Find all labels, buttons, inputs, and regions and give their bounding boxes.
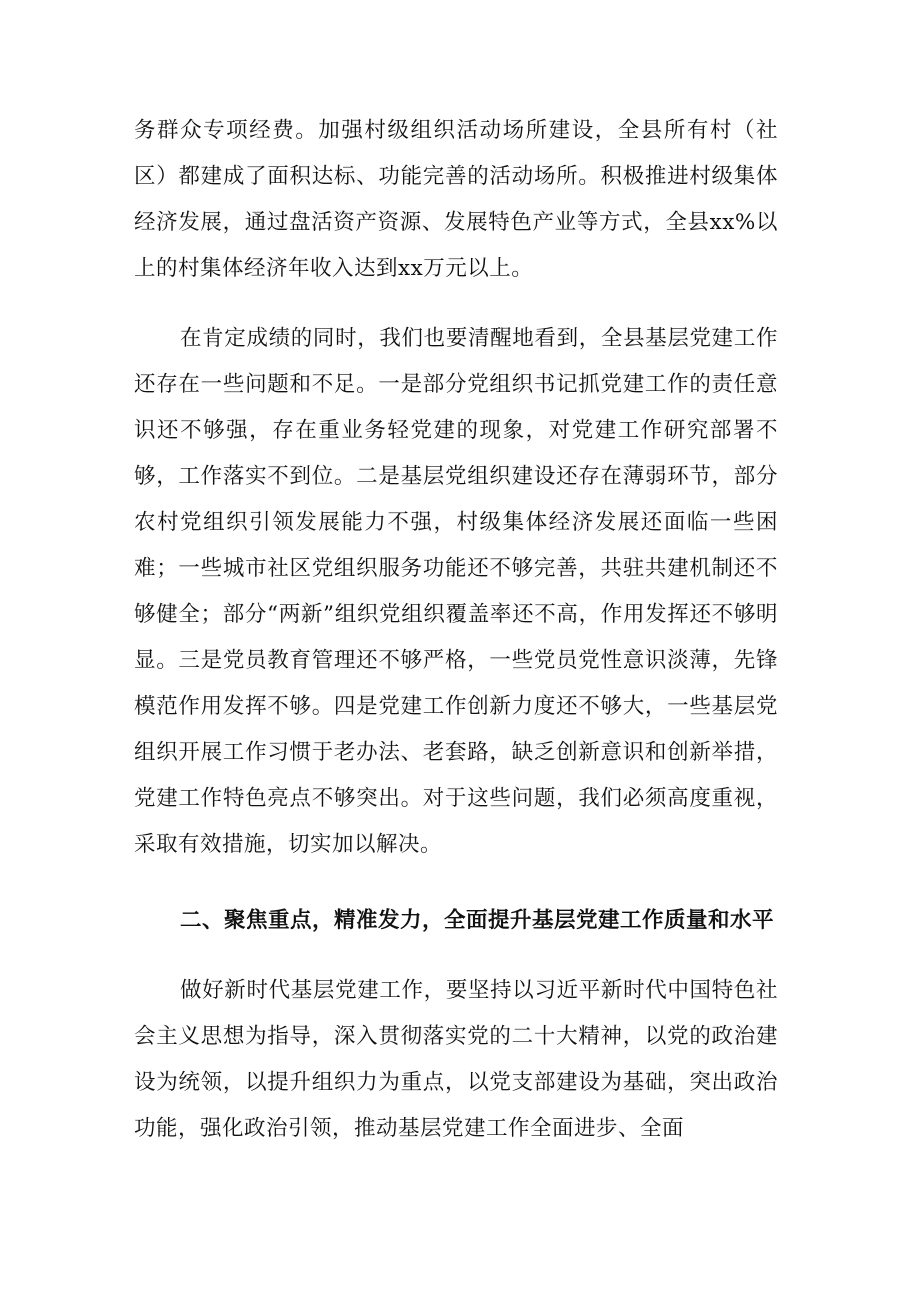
section-heading: 二、聚焦重点，精准发力，全面提升基层党建工作质量和水平 xyxy=(180,908,775,933)
paragraph-continuation: 务群众专项经费。加强村级组织活动场所建设，全县所有村（社区）都建成了面积达标、功能完善的活动场所。积极推进村级集体经济发展，通过盘活资产资源、发展特色产业等方式，全县xx%以上的村集体经济年收入达到xx万元以上。 xyxy=(134,118,778,281)
paragraph-section-two: 做好新时代基层党建工作，要坚持以习近平新时代中国特色社会主义思想为指导，深入贯彻落实党的二十大精神，以党的政治建设为统领，以提升组织力为重点，以党支部建设为基础，突出政治功能，强化政治引领，推动基层党建工作全面进步、全面 xyxy=(134,978,778,1141)
document-page xyxy=(134,108,778,1152)
paragraph-problems: 在肯定成绩的同时，我们也要清醒地看到，全县基层党建工作还存在一些问题和不足。一是部分党组织书记抓党建工作的责任意识还不够强，存在重业务轻党建的现象，对党建工作研究部署不够，工作落实不到位。二是基层党组织建设还存在薄弱环节，部分农村党组织引领发展能力不强，村级集体经济发展还面临一些困难；一些城市社区党组织服务功能还不够完善，共驻共建机制还不够健全；部分“两新”组织党组织覆盖率还不高，作用发挥还不够明显。三是党员教育管理还不够严格，一些党员党性意识淡薄，先锋模范作用发挥不够。四是党建工作创新力度还不够大，一些基层党组织开展工作习惯于老办法、老套路，缺乏创新意识和创新举措，党建工作特色亮点不够突出。对于这些问题，我们必须高度重视，采取有效措施，切实加以解决。 xyxy=(134,326,778,857)
